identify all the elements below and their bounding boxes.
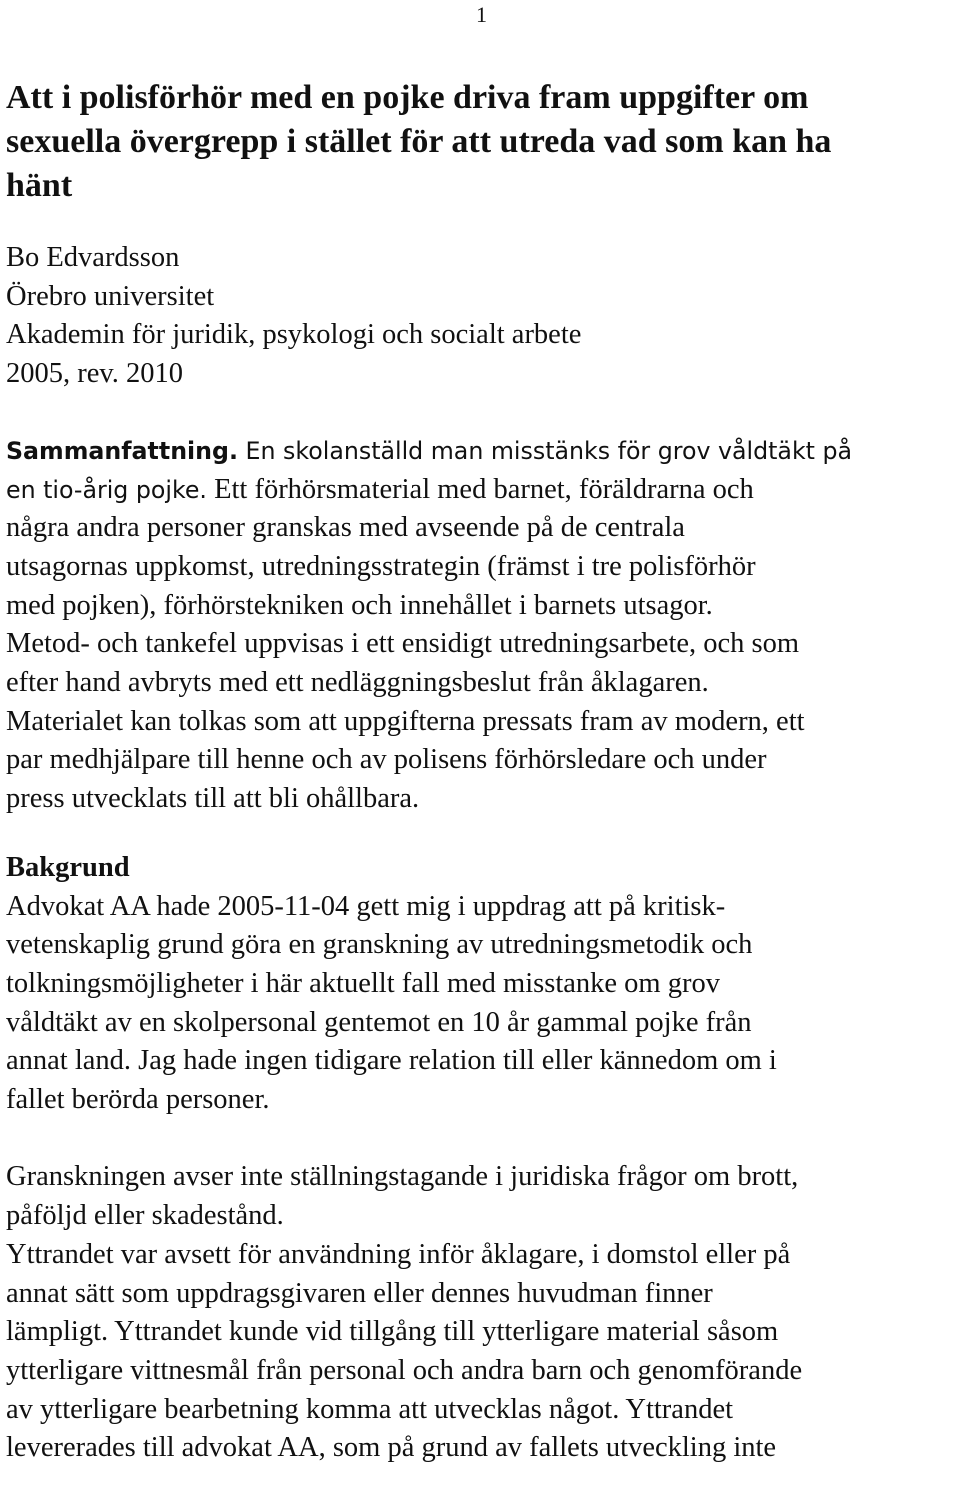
paragraph-line: lämpligt. Yttrandet kunde vid tillgång till ytterligare material såsom xyxy=(6,1316,779,1348)
summary-line: Metod- och tankefel uppvisas i ett ensidigt utredningsarbete, och som xyxy=(6,628,800,660)
summary-section xyxy=(6,432,954,819)
page-number: 1 xyxy=(476,2,487,27)
document-body xyxy=(6,76,954,1468)
paragraph xyxy=(6,888,954,1120)
paragraph-line: Granskningen avser inte ställningstagande i juridiska frågor om brott, xyxy=(6,1161,799,1193)
paragraph-line: levererades till advokat AA, som på grund av fallets utveckling inte xyxy=(6,1432,777,1464)
paragraph-line: av ytterligare bearbetning komma att utvecklas något. Yttrandet xyxy=(6,1393,734,1425)
summary-text: en tio-årig pojke. xyxy=(6,475,207,504)
summary-line: utsagornas uppkomst, utredningsstrategin (främst i tre polisförhör xyxy=(6,550,756,582)
summary-line xyxy=(6,432,954,471)
paragraph-line: Advokat AA hade 2005-11-04 gett mig i uppdrag att på kritisk- xyxy=(6,890,726,922)
author-department: Akademin för juridik, psykologi och socialt arbete xyxy=(6,319,582,351)
author-university: Örebro universitet xyxy=(6,280,215,312)
summary-line: par medhjälpare till henne och av polisens förhörsledare och under xyxy=(6,744,767,776)
summary-text: En skolanställd man misstänks för grov våldtäkt på xyxy=(238,436,853,465)
paragraph-line: Yttrandet var avsett för användning inför åklagare, i domstol eller på xyxy=(6,1238,791,1270)
paragraph-line: annat land. Jag hade ingen tidigare relation till eller kännedom om i xyxy=(6,1045,777,1077)
paragraph-line: påföljd eller skadestånd. xyxy=(6,1200,284,1232)
summary-line: efter hand avbryts med ett nedläggningsbeslut från åklagaren. xyxy=(6,667,709,699)
summary-line: några andra personer granskas med avseende på de centrala xyxy=(6,512,685,544)
author-block xyxy=(6,239,954,394)
section-heading-background: Bakgrund xyxy=(6,851,130,883)
paragraph-spacer xyxy=(6,1120,954,1159)
summary-line: med pojken), förhörstekniken och innehållet i barnets utsagor. xyxy=(6,589,713,621)
paragraph-line: annat sätt som uppdragsgivaren eller dennes huvudman finner xyxy=(6,1277,713,1309)
paragraph-line: vetenskaplig grund göra en granskning av utredningsmetodik och xyxy=(6,929,753,961)
title-line: hänt xyxy=(6,167,73,204)
summary-label: Sammanfattning. xyxy=(6,436,238,465)
document-title xyxy=(6,76,954,208)
title-line: Att i polisförhör med en pojke driva fram uppgifter om xyxy=(6,79,809,116)
paragraph xyxy=(6,1158,954,1235)
paragraph xyxy=(6,1236,954,1468)
paragraph-line: ytterligare vittnesmål från personal och andra barn och genomförande xyxy=(6,1354,803,1386)
summary-line: press utvecklats till att bli ohållbara. xyxy=(6,783,420,815)
author-date: 2005, rev. 2010 xyxy=(6,358,184,390)
author-name: Bo Edvardsson xyxy=(6,242,180,273)
title-line: sexuella övergrepp i stället för att utreda vad som kan ha xyxy=(6,123,832,160)
paragraph-line: våldtäkt av en skolpersonal gentemot en 10 år gammal pojke från xyxy=(6,1006,752,1038)
summary-text: Ett förhörsmaterial med barnet, föräldrarna och xyxy=(206,473,754,505)
summary-line xyxy=(6,471,954,510)
paragraph-line: tolkningsmöjligheter i här aktuellt fall med misstanke om grov xyxy=(6,967,720,999)
summary-line: Materialet kan tolkas som att uppgifterna pressats fram av modern, ett xyxy=(6,705,805,737)
paragraph-line: fallet berörda personer. xyxy=(6,1084,270,1116)
